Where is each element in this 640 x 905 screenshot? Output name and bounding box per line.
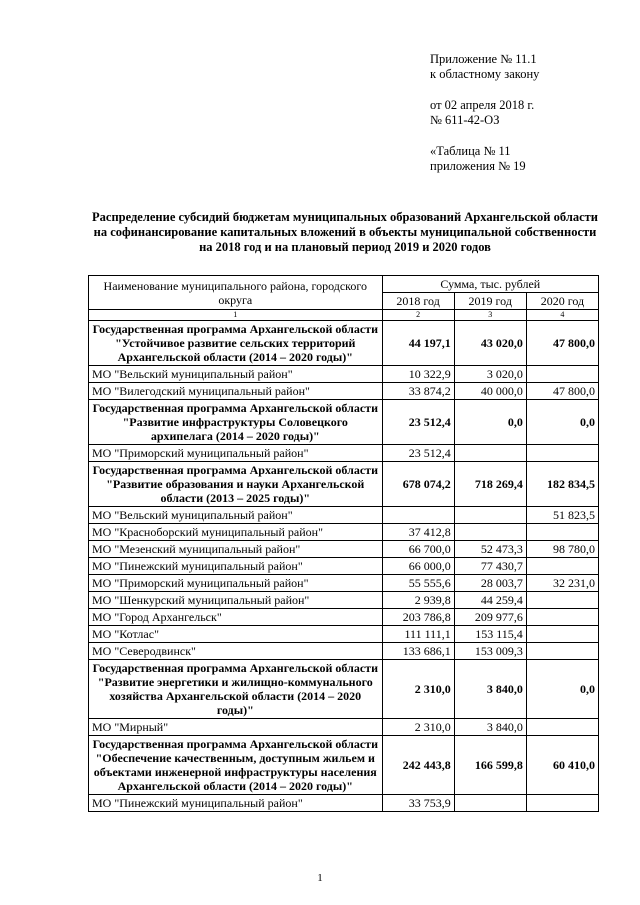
row-name-cell: МО "Вельский муниципальный район" (89, 507, 383, 524)
value-2020-cell (526, 592, 598, 609)
value-2020-cell (526, 558, 598, 575)
value-2018-cell (382, 507, 454, 524)
row-name-cell: МО "Северодвинск" (89, 643, 383, 660)
subsidy-table (88, 275, 599, 812)
row-name-cell: МО "Шенкурский муниципальный район" (89, 592, 383, 609)
table-reference: «Таблица № 11 (430, 144, 511, 158)
row-name-cell: МО "Пинежский муниципальный район" (89, 795, 383, 812)
municipality-row (89, 445, 599, 462)
municipality-row (89, 541, 599, 558)
municipality-row (89, 719, 599, 736)
program-row (89, 400, 599, 445)
value-2019-cell: 44 259,4 (454, 592, 526, 609)
value-2020-cell (526, 524, 598, 541)
value-2020-cell: 0,0 (526, 660, 598, 719)
law-reference: к областному закону (430, 67, 540, 81)
value-2019-cell: 52 473,3 (454, 541, 526, 558)
row-name-cell: Государственная программа Архангельской области "Устойчивое развитие сельских территорий Архангельской области (2014 – 2020 годы)" (89, 321, 383, 366)
page-number: 1 (317, 872, 323, 884)
value-2020-cell (526, 366, 598, 383)
value-2020-cell (526, 795, 598, 812)
appendix-reference: приложения № 19 (430, 159, 526, 173)
municipality-row (89, 575, 599, 592)
value-2019-cell: 28 003,7 (454, 575, 526, 592)
value-2019-cell (454, 507, 526, 524)
row-name-cell: Государственная программа Архангельской области "Развитие инфраструктуры Соловецкого архипелага (2014 – 2020 годы)" (89, 400, 383, 445)
value-2019-cell: 3 840,0 (454, 660, 526, 719)
column-header-sum: Сумма, тыс. рублей (382, 276, 598, 293)
municipality-row (89, 524, 599, 541)
row-name-cell: МО "Мирный" (89, 719, 383, 736)
value-2018-cell: 37 412,8 (382, 524, 454, 541)
value-2018-cell: 203 786,8 (382, 609, 454, 626)
value-2020-cell: 182 834,5 (526, 462, 598, 507)
column-number: 3 (454, 310, 526, 321)
value-2019-cell (454, 524, 526, 541)
value-2019-cell: 153 115,4 (454, 626, 526, 643)
column-number: 2 (382, 310, 454, 321)
row-name-cell: МО "Вельский муниципальный район" (89, 366, 383, 383)
value-2019-cell: 3 840,0 (454, 719, 526, 736)
program-row (89, 462, 599, 507)
row-name-cell: МО "Приморский муниципальный район" (89, 575, 383, 592)
municipality-row (89, 366, 599, 383)
row-name-cell: МО "Город Архангельск" (89, 609, 383, 626)
value-2020-cell: 98 780,0 (526, 541, 598, 558)
value-2019-cell: 209 977,6 (454, 609, 526, 626)
law-date: от 02 апреля 2018 г. (430, 98, 535, 112)
column-header-name: Наименование муниципального района, городского округа (89, 276, 383, 310)
municipality-row (89, 558, 599, 575)
value-2018-cell: 33 874,2 (382, 383, 454, 400)
row-name-cell: Государственная программа Архангельской области "Обеспечение качественным, доступным жильем и объектами инженерной инфраструктуры населения Архангельской области (2014 – 2020 годы)" (89, 736, 383, 795)
value-2018-cell: 242 443,8 (382, 736, 454, 795)
column-number: 4 (526, 310, 598, 321)
municipality-row (89, 626, 599, 643)
column-header-2018: 2018 год (382, 293, 454, 310)
program-row (89, 736, 599, 795)
value-2019-cell: 153 009,3 (454, 643, 526, 660)
value-2020-cell: 32 231,0 (526, 575, 598, 592)
municipality-row (89, 592, 599, 609)
value-2018-cell: 2 939,8 (382, 592, 454, 609)
municipality-row (89, 795, 599, 812)
value-2019-cell: 40 000,0 (454, 383, 526, 400)
value-2020-cell (526, 626, 598, 643)
value-2020-cell: 60 410,0 (526, 736, 598, 795)
municipality-row (89, 609, 599, 626)
value-2018-cell: 55 555,6 (382, 575, 454, 592)
value-2020-cell (526, 445, 598, 462)
value-2019-cell: 718 269,4 (454, 462, 526, 507)
value-2020-cell (526, 609, 598, 626)
value-2020-cell: 47 800,0 (526, 383, 598, 400)
appendix-label: Приложение № 11.1 (430, 52, 537, 66)
value-2018-cell: 66 700,0 (382, 541, 454, 558)
value-2020-cell (526, 719, 598, 736)
value-2018-cell: 2 310,0 (382, 719, 454, 736)
value-2019-cell (454, 795, 526, 812)
value-2018-cell: 133 686,1 (382, 643, 454, 660)
value-2018-cell: 44 197,1 (382, 321, 454, 366)
row-name-cell: Государственная программа Архангельской области "Развитие образования и науки Архангельской области (2013 – 2025 годы)" (89, 462, 383, 507)
law-number: № 611-42-ОЗ (430, 113, 500, 127)
value-2020-cell: 0,0 (526, 400, 598, 445)
document-title: Распределение субсидий бюджетам муниципальных образований Архангельской области на софинансирование капитальных вложений в объекты муниципальной собственности на 2018 год и на плановый период 2019 и 2020 годов (92, 210, 598, 254)
value-2019-cell: 77 430,7 (454, 558, 526, 575)
value-2020-cell: 51 823,5 (526, 507, 598, 524)
value-2020-cell (526, 643, 598, 660)
value-2018-cell: 23 512,4 (382, 400, 454, 445)
column-number: 1 (89, 310, 383, 321)
value-2019-cell (454, 445, 526, 462)
value-2018-cell: 111 111,1 (382, 626, 454, 643)
program-row (89, 321, 599, 366)
row-name-cell: МО "Пинежский муниципальный район" (89, 558, 383, 575)
value-2020-cell: 47 800,0 (526, 321, 598, 366)
table-body (89, 321, 599, 812)
municipality-row (89, 383, 599, 400)
row-name-cell: МО "Приморский муниципальный район" (89, 445, 383, 462)
row-name-cell: МО "Красноборский муниципальный район" (89, 524, 383, 541)
program-row (89, 660, 599, 719)
value-2018-cell: 33 753,9 (382, 795, 454, 812)
municipality-row (89, 507, 599, 524)
law-header (430, 52, 539, 174)
row-name-cell: МО "Мезенский муниципальный район" (89, 541, 383, 558)
column-header-2019: 2019 год (454, 293, 526, 310)
value-2018-cell: 66 000,0 (382, 558, 454, 575)
value-2018-cell: 2 310,0 (382, 660, 454, 719)
row-name-cell: МО "Котлас" (89, 626, 383, 643)
value-2019-cell: 43 020,0 (454, 321, 526, 366)
value-2019-cell: 166 599,8 (454, 736, 526, 795)
row-name-cell: МО "Вилегодский муниципальный район" (89, 383, 383, 400)
value-2019-cell: 0,0 (454, 400, 526, 445)
municipality-row (89, 643, 599, 660)
value-2018-cell: 10 322,9 (382, 366, 454, 383)
value-2018-cell: 678 074,2 (382, 462, 454, 507)
value-2018-cell: 23 512,4 (382, 445, 454, 462)
value-2019-cell: 3 020,0 (454, 366, 526, 383)
row-name-cell: Государственная программа Архангельской области "Развитие энергетики и жилищно-коммунального хозяйства Архангельской области (2014 – 2020 годы)" (89, 660, 383, 719)
column-header-2020: 2020 год (526, 293, 598, 310)
